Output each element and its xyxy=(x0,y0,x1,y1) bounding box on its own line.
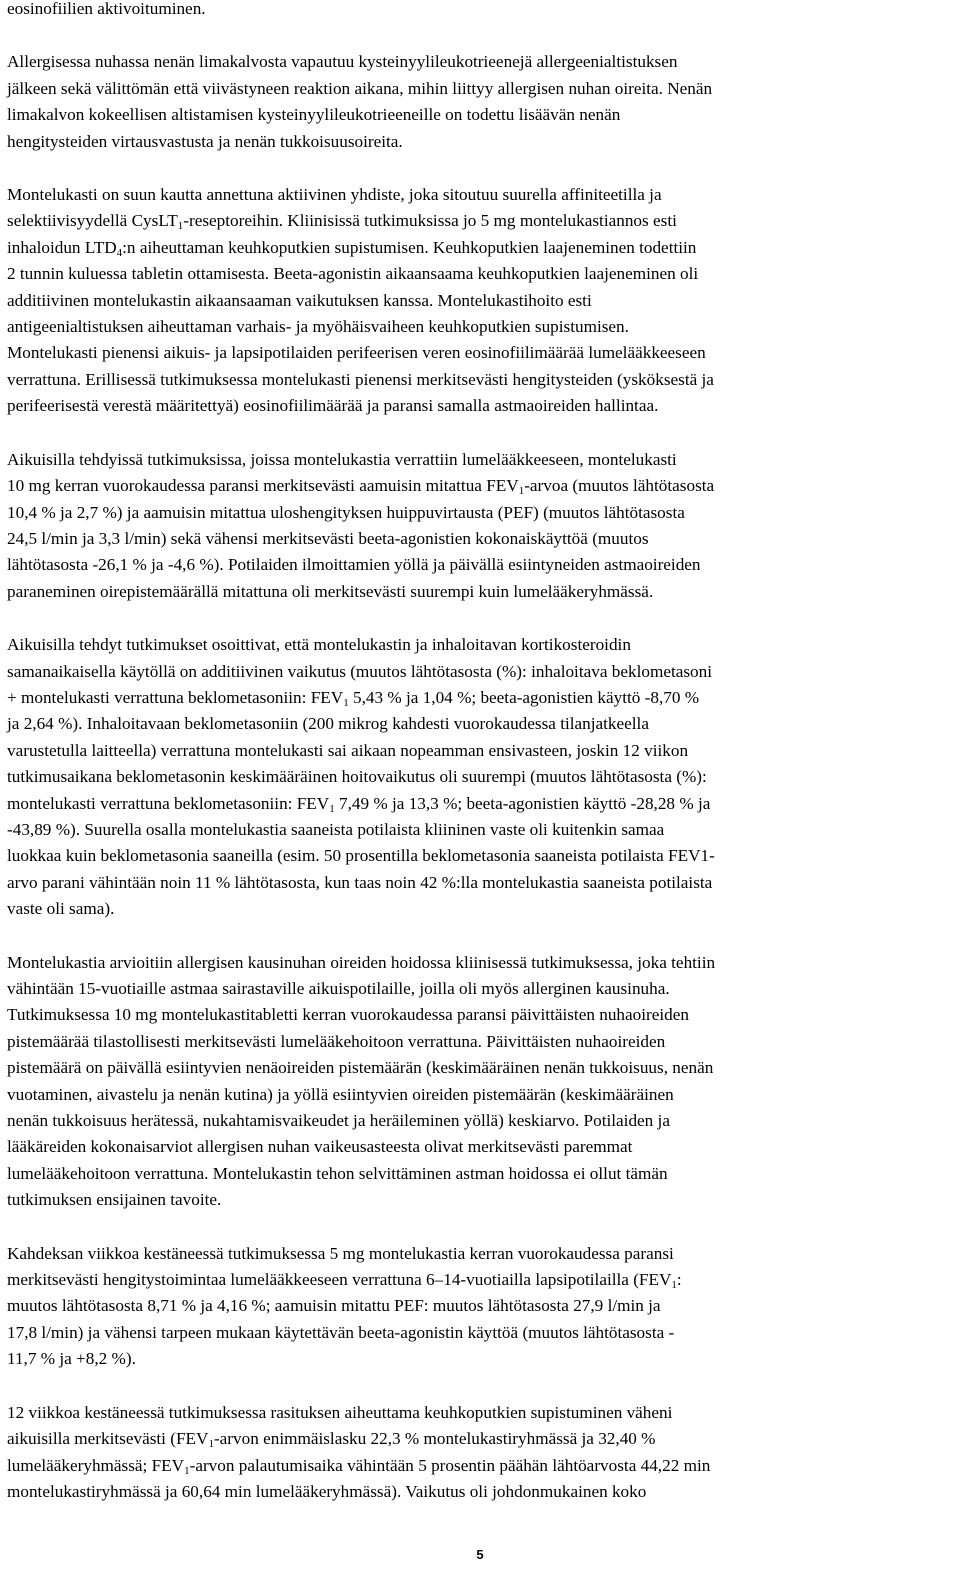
subscript: 1 xyxy=(343,696,349,709)
text-line: arvo parani vähintään noin 11 % lähtötasosta, kun taas noin 42 %:lla montelukastia saaneista potilaista xyxy=(7,872,713,892)
text-line: Allergisessa nuhassa nenän limakalvosta vapautuu kysteinyylileukotrieenejä allergeenialtistuksen xyxy=(7,52,678,72)
text-line: 12 viikkoa kestäneessä tutkimuksessa rasituksen aiheuttama keuhkoputkien supistuminen väheni xyxy=(7,1402,673,1422)
text-line: Tutkimuksessa 10 mg montelukastitabletti kerran vuorokaudessa paransi päivittäisten nuhaoireiden xyxy=(7,1005,689,1025)
text-line: aikuisilla merkitsevästi ($FEV_1$-arvon enimmäislasku 22,3 % montelukastiryhmässä ja 32,40 % xyxy=(7,1429,656,1451)
paragraph-seasonal-rhinitis xyxy=(7,950,955,1214)
paragraph-intro-end xyxy=(7,0,955,22)
subscript: 1 xyxy=(208,1438,214,1451)
text-line: ja 2,64 %). Inhaloitavaan beklometasoniin (200 mikrog kahdesti vuorokaudessa tilanjatkeella xyxy=(7,714,649,734)
text-line: varustetulla laitteella) verrattuna montelukasti sai aikaan nopeamman ensivasteen, joskin 12 viikon xyxy=(7,740,689,760)
text-line: selektiivisyydellä CysLT$_1$-reseptoreihin. Kliinisissä tutkimuksissa jo 5 mg montelukastiannos esti xyxy=(7,211,677,233)
text-line: montelukastiryhmässä ja 60,64 min lumelääkeryhmässä). Vaikutus oli johdonmukainen koko xyxy=(7,1481,647,1501)
subscript: 1 xyxy=(671,1279,677,1292)
text-line: Montelukasti pienensi aikuis- ja lapsipotilaiden perifeerisen veren eosinofiilimäärää lumelääkkeeseen xyxy=(7,343,706,363)
text-line: lumelääkeryhmässä; $FEV_1$-arvon palautumisaika vähintään 5 prosentin päähän lähtöarvosta 44,22 min xyxy=(7,1455,711,1477)
text-line: jälkeen sekä välittömän että viivästyneen reaktion aikana, mihin liittyy allergisen nuhan oireita. Nenän xyxy=(7,78,713,98)
text-line: eosinofiilien aktivoituminen. xyxy=(7,0,206,18)
text-line: 10 mg kerran vuorokaudessa paransi merkitsevästi aamuisin mitattua $FEV_1$-arvoa (muutos lähtötasosta xyxy=(7,476,715,498)
text-line: pistemäärä on päivällä esiintyvien nenäoireiden pistemäärän (keskimääräinen nenän tukkoisuus, nenän xyxy=(7,1058,714,1078)
text-line: luokkaa kuin beklometasonia saaneilla (esim. 50 prosentilla beklometasonia saaneista potilaista FEV1- xyxy=(7,846,715,866)
text-line: merkitsevästi hengitystoimintaa lumelääkkeeseen verrattuna 6–14-vuotiailla lapsipotilailla ($FEV_1$: xyxy=(7,1270,682,1292)
text-line: lähtötasosta -26,1 % ja -4,6 %). Potilaiden ilmoittamien yöllä ja päivällä esiintyneiden astmaoireiden xyxy=(7,555,701,575)
text-line: paraneminen oirepistemäärällä mitattuna oli merkitsevästi suurempi kuin lumelääkeryhmässä. xyxy=(7,581,654,601)
text-line: limakalvon kokeellisen altistamisen kysteinyylileukotrieeneille on todettu lisäävän nenän xyxy=(7,105,621,125)
subscript: 1 xyxy=(518,485,525,498)
text-line: 2 tunnin kuluessa tabletin ottamisesta. Beeta-agonistin aikaansaama keuhkoputkien laajeneminen oli xyxy=(7,264,699,284)
paragraph-pediatric-study xyxy=(7,1241,955,1373)
text-line: Montelukastia arvioitiin allergisen kausinuhan oireiden hoidossa kliinisessä tutkimuksessa, joka tehtiin xyxy=(7,952,716,972)
text-line: vuotaminen, aivastelu ja nenän kutina) ja yöllä esiintyvien oireiden pistemäärän (keskimääräinen xyxy=(7,1084,674,1104)
text-line: montelukasti verrattuna beklometasoniin: $FEV_1$ 7,49 % ja 13,3 %; beeta-agonistien käyttö -28,28 % ja xyxy=(7,793,711,815)
text-line: Kahdeksan viikkoa kestäneessä tutkimuksessa 5 mg montelukastia kerran vuorokaudessa paransi xyxy=(7,1243,674,1263)
document-page xyxy=(7,0,955,1505)
text-line: vaste oli sama). xyxy=(7,899,115,919)
text-line: 10,4 % ja 2,7 %) ja aamuisin mitattua uloshengityksen huippuvirtausta (PEF) (muutos lähtötasosta xyxy=(7,502,685,522)
paragraph-adult-studies xyxy=(7,447,955,605)
text-line: -43,89 %). Suurella osalla montelukastia saaneista potilaista kliininen vaste oli kuitenkin samaa xyxy=(7,819,665,839)
text-line: 11,7 % ja +8,2 %). xyxy=(7,1349,136,1369)
text-line: 24,5 l/min ja 3,3 l/min) sekä vähensi merkitsevästi beeta-agonistien kokonaiskäyttöä (muutos xyxy=(7,528,649,548)
subscript: 4 xyxy=(116,246,123,259)
subscript: 1 xyxy=(184,1464,190,1477)
text-line: tutkimuksen ensijainen tavoite. xyxy=(7,1190,222,1210)
subscript: 1 xyxy=(177,220,184,233)
text-line: + montelukasti verrattuna beklometasoniin: $FEV_1$ 5,43 % ja 1,04 %; beeta-agonistien käyttö -8,70 % xyxy=(7,687,700,709)
text-line: verrattuna. Erillisessä tutkimuksessa montelukasti pienensi merkitsevästi hengitysteiden (ysköksestä ja xyxy=(7,369,714,389)
text-line: inhaloidun $LTD_4:n$ aiheuttaman keuhkoputkien supistumisen. Keuhkoputkien laajeneminen todettiin xyxy=(7,237,697,259)
text-line: perifeerisestä verestä määritettyä) eosinofiilimäärää ja paransi samalla astmaoireiden hallintaa. xyxy=(7,396,659,416)
text-line: antigeenialtistuksen aiheuttaman varhais- ja myöhäisvaiheen keuhkoputkien supistumisen. xyxy=(7,317,629,337)
text-line: vähintään 15-vuotiaille astmaa sairastaville aikuispotilaille, joilla oli myös allerginen kausinuha. xyxy=(7,979,670,998)
paragraph-allergic-rhinitis xyxy=(7,49,955,155)
paragraph-mechanism xyxy=(7,182,955,420)
text-line: tutkimusaikana beklometasonin keskimääräinen hoitovaikutus oli suurempi (muutos lähtötasosta (%): xyxy=(7,767,707,787)
text-line: muutos lähtötasosta 8,71 % ja 4,16 %; aamuisin mitattu PEF: muutos lähtötasosta 27,9 l/min ja xyxy=(7,1296,661,1316)
text-line: lumelääkehoitoon verrattuna. Montelukastin tehon selvittäminen astman hoidossa ei ollut tämän xyxy=(7,1163,668,1183)
text-line: pistemäärää tilastollisesti merkitsevästi lumelääkehoitoon verrattuna. Päivittäisten nuhaoireiden xyxy=(7,1031,666,1051)
paragraph-corticosteroid xyxy=(7,632,955,922)
text-line: Montelukasti on suun kautta annettuna aktiivinen yhdiste, joka sitoutuu suurella affiniteetilla ja xyxy=(7,185,662,205)
subscript: 1 xyxy=(329,802,335,815)
paragraph-exercise-study xyxy=(7,1400,955,1506)
text-line: nenän tukkoisuus herätessä, nukahtamisvaikeudet ja heräileminen yöllä) keskiarvo. Potilaiden ja xyxy=(7,1111,670,1131)
text-line: hengitysteiden virtausvastusta ja nenän tukkoisuusoireita. xyxy=(7,131,403,151)
text-line: lääkäreiden kokonaisarviot allergisen nuhan vaikeusasteesta olivat merkitsevästi paremmat xyxy=(7,1137,633,1157)
text-line: samanaikaisella käytöllä on additiivinen vaikutus (muutos lähtötasosta (%): inhaloitava beklometasoni xyxy=(7,661,712,681)
text-line: Aikuisilla tehdyt tutkimukset osoittivat, että montelukastin ja inhaloitavan kortikosteroidin xyxy=(7,635,631,655)
text-line: 17,8 l/min) ja vähensi tarpeen mukaan käytettävän beeta-agonistin käyttöä (muutos lähtötasosta - xyxy=(7,1322,675,1342)
text-line: Aikuisilla tehdyissä tutkimuksissa, joissa montelukastia verrattiin lumelääkkeeseen, montelukasti xyxy=(7,449,677,469)
page-number: 5 xyxy=(476,1547,484,1562)
text-line: additiivinen montelukastin aikaansaaman vaikutuksen kanssa. Montelukastihoito esti xyxy=(7,290,592,310)
